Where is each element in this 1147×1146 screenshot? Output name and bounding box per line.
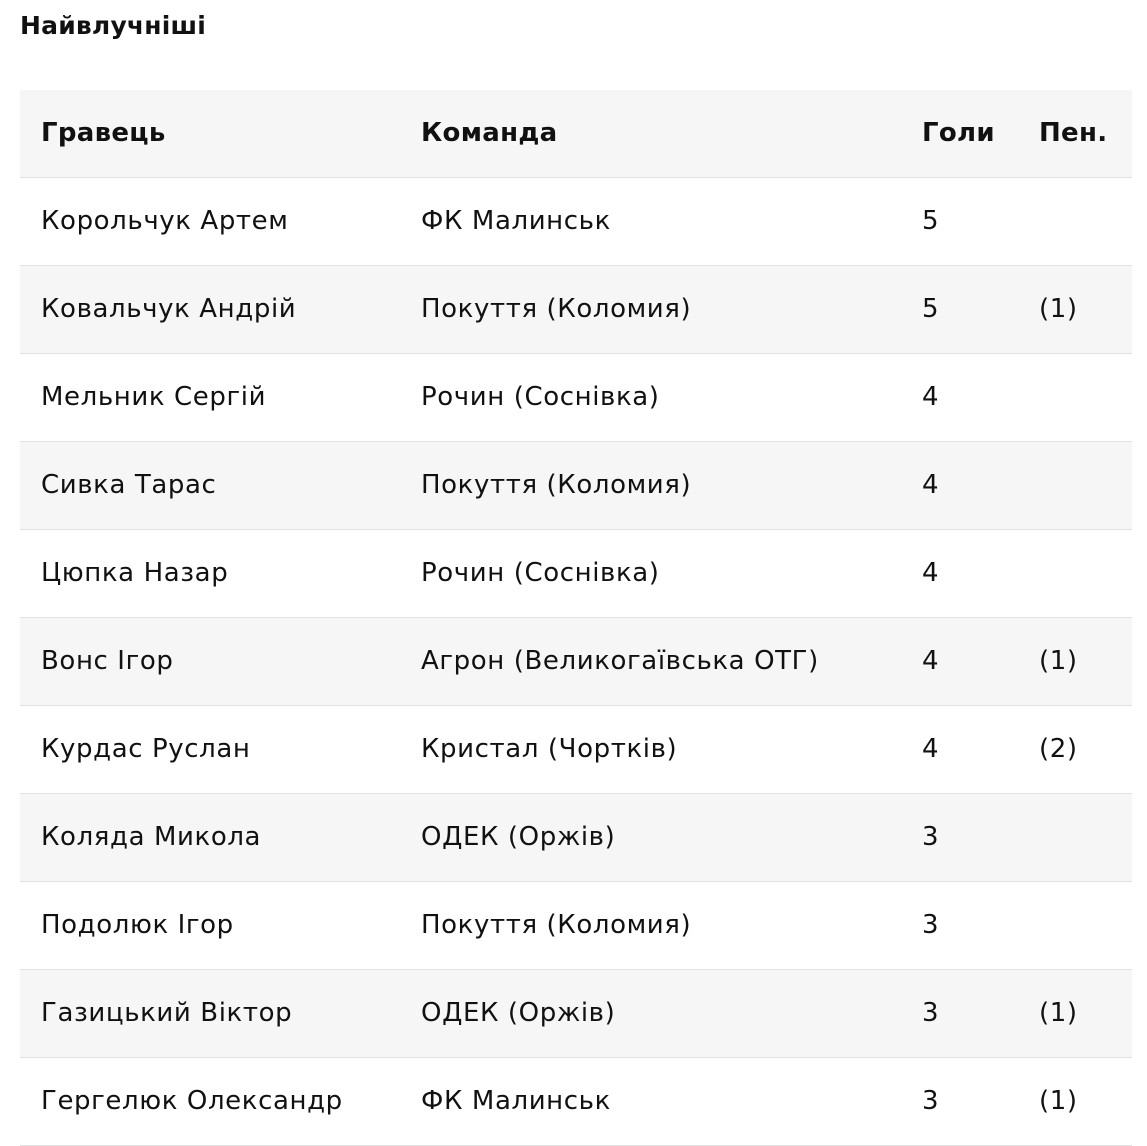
column-header-goals[interactable]: Голи	[922, 118, 995, 148]
player-name-cell[interactable]: Подолюк Ігор	[41, 910, 234, 940]
table-body	[20, 178, 1132, 1146]
goals-cell: 3	[922, 822, 940, 852]
player-name-cell[interactable]: Гергелюк Олександр	[41, 1086, 343, 1116]
team-name-cell[interactable]: ОДЕК (Оржів)	[421, 998, 616, 1028]
team-name-cell[interactable]: Кристал (Чортків)	[421, 734, 678, 764]
column-header-team[interactable]: Команда	[421, 118, 558, 148]
column-header-player[interactable]: Гравець	[41, 118, 166, 148]
player-name-cell[interactable]: Мельник Сергій	[41, 382, 267, 412]
player-name-cell[interactable]: Вонс Ігор	[41, 646, 174, 676]
table-row	[20, 442, 1132, 530]
player-name-cell[interactable]: Курдас Руслан	[41, 734, 251, 764]
team-name-cell[interactable]: Покуття (Коломия)	[421, 470, 692, 500]
goals-cell: 3	[922, 910, 940, 940]
table-row	[20, 794, 1132, 882]
goals-cell: 3	[922, 998, 940, 1028]
table-row	[20, 178, 1132, 266]
goals-cell: 4	[922, 558, 940, 588]
penalties-cell: (1)	[1039, 646, 1078, 676]
page-title: Найвлучніші	[20, 11, 207, 40]
penalties-cell: (1)	[1039, 998, 1078, 1028]
table-row	[20, 618, 1132, 706]
goals-cell: 4	[922, 382, 940, 412]
team-name-cell[interactable]: Агрон (Великогаївська ОТГ)	[421, 646, 819, 676]
table-row	[20, 970, 1132, 1058]
goals-cell: 4	[922, 646, 940, 676]
goals-cell: 5	[922, 294, 940, 324]
table-row	[20, 1058, 1132, 1146]
team-name-cell[interactable]: Покуття (Коломия)	[421, 294, 692, 324]
table-row	[20, 706, 1132, 794]
penalties-cell: (2)	[1039, 734, 1078, 764]
player-name-cell[interactable]: Ковальчук Андрій	[41, 294, 297, 324]
team-name-cell[interactable]: Рочин (Соснівка)	[421, 382, 660, 412]
goals-cell: 4	[922, 470, 940, 500]
penalties-cell: (1)	[1039, 294, 1078, 324]
team-name-cell[interactable]: ФК Малинськ	[421, 206, 611, 236]
player-name-cell[interactable]: Сивка Тарас	[41, 470, 217, 500]
table-row	[20, 354, 1132, 442]
team-name-cell[interactable]: Покуття (Коломия)	[421, 910, 692, 940]
penalties-cell: (1)	[1039, 1086, 1078, 1116]
table-row	[20, 882, 1132, 970]
team-name-cell[interactable]: Рочин (Соснівка)	[421, 558, 660, 588]
player-name-cell[interactable]: Цюпка Назар	[41, 558, 229, 588]
player-name-cell[interactable]: Корольчук Артем	[41, 206, 289, 236]
player-name-cell[interactable]: Газицький Віктор	[41, 998, 293, 1028]
top-scorers-table	[20, 90, 1132, 1146]
player-name-cell[interactable]: Коляда Микола	[41, 822, 262, 852]
column-header-penalties[interactable]: Пен.	[1039, 118, 1108, 148]
table-header-row	[20, 90, 1132, 178]
table-row	[20, 266, 1132, 354]
goals-cell: 3	[922, 1086, 940, 1116]
table-row	[20, 530, 1132, 618]
team-name-cell[interactable]: ОДЕК (Оржів)	[421, 822, 616, 852]
goals-cell: 4	[922, 734, 940, 764]
team-name-cell[interactable]: ФК Малинськ	[421, 1086, 611, 1116]
goals-cell: 5	[922, 206, 940, 236]
